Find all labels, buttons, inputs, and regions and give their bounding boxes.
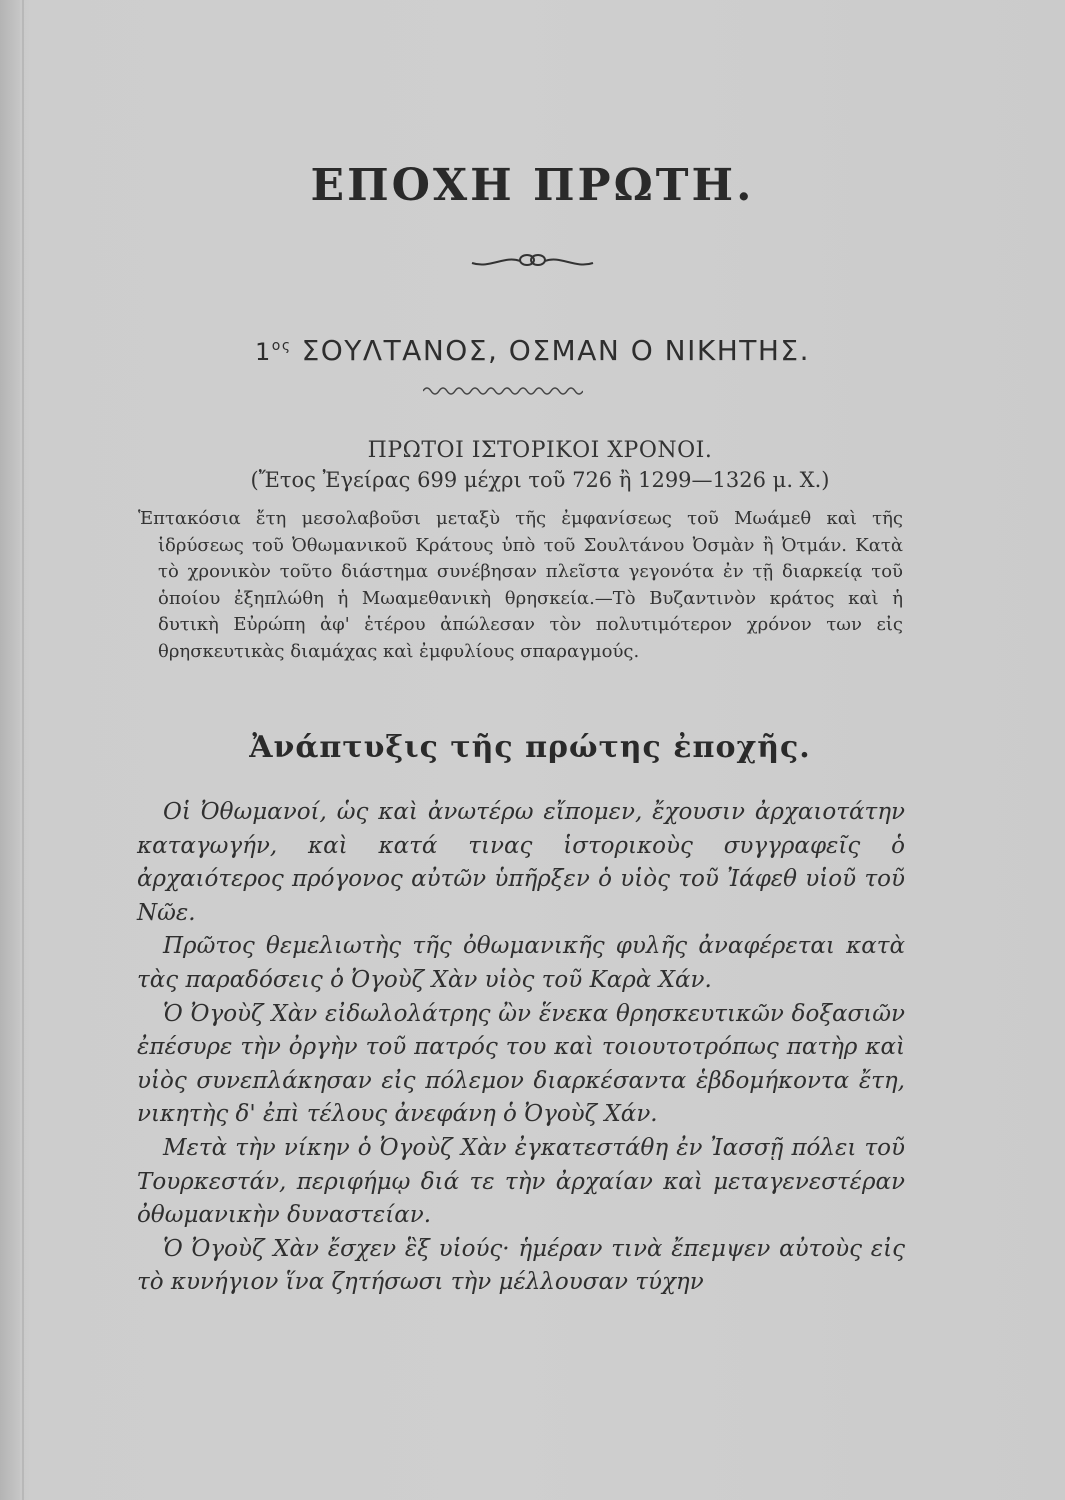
section-heading: Ἀνάπτυξις τῆς πρώτης ἐποχῆς. bbox=[249, 730, 811, 765]
ornament-divider bbox=[470, 245, 595, 275]
intro-summary bbox=[138, 506, 903, 665]
body-paragraph-3: Ὁ Ὀγοὺζ Χὰν εἰδωλολάτρης ὢν ἕνεκα θρησκευτικῶν δοξασιῶν ἐπέσυρε τὴν ὀργὴν τοῦ πατρός του καὶ τοιουτοτρόπως πατὴρ καὶ υἱὸς συνεπλάκησαν εἰς πόλεμον διαρκέσαντα ἑβδομήκοντα ἔτη, νικητὴς δ' ἐπὶ τέλους ἀνεφάνη ὁ Ὀγοὺζ Χάν. bbox=[137, 1000, 905, 1128]
body-text bbox=[137, 796, 905, 1300]
chapter-title bbox=[0, 334, 1065, 367]
body-paragraph-4: Μετὰ τὴν νίκην ὁ Ὀγοὺζ Χὰν ἐγκατεστάθη ἐν Ἰασσῇ πόλει τοῦ Τουρκεστάν, περιφήμῳ διά τε τὴν ἀρχαίαν καὶ μεταγενεστέραν ὀθωμανικὴν δυναστείαν. bbox=[137, 1134, 905, 1229]
chapter-number: 1 bbox=[255, 338, 272, 366]
body-paragraph-1: Οἱ Ὀθωμανοί, ὡς καὶ ἀνωτέρω εἴπομεν, ἔχουσιν ἀρχαιοτάτην καταγωγήν, καὶ κατά τινας ἱστορικοὺς συγγραφεῖς ὁ ἀρχαιότερος πρόγονος αὐτῶν ὑπῆρξεν ὁ υἱὸς τοῦ Ἰάφεθ υἱοῦ τοῦ Νῶε. bbox=[137, 799, 905, 926]
chapter-number-suffix: ος bbox=[271, 337, 292, 354]
body-paragraph-5: Ὁ Ὀγοὺζ Χὰν ἔσχεν ἓξ υἱούς· ἡμέραν τινὰ ἔπεμψεν αὐτοὺς εἰς τὸ κυνήγιον ἵνα ζητήσωσι τὴν μέλλουσαν τύχην bbox=[137, 1235, 905, 1296]
section-subtitle: ΠΡΩΤΟΙ ΙΣΤΟΡΙΚΟΙ ΧΡΟΝΟΙ. bbox=[367, 438, 713, 463]
intro-paragraph: Ἑπτακόσια ἔτη μεσολαβοῦσι μεταξὺ τῆς ἐμφανίσεως τοῦ Μωάμεθ καὶ τῆς ἱδρύσεως τοῦ Ὀθωμανικοῦ Κράτους ὑπὸ τοῦ Σουλτάνου Ὀσμὰν ἢ Ὀτμάν. Κατὰ τὸ χρονικὸν τοῦτο διάστημα συνέβησαν πλεῖστα γεγονότα ἐν τῇ διαρκείᾳ τοῦ ὁποίου ἐξηπλώθη ἡ Μωαμεθανικὴ θρησκεία.—Τὸ Βυζαντινὸν κράτος καὶ ἡ δυτικὴ Εὐρώπη ἀφ' ἑτέρου ἀπώλεσαν τὸν πολυτιμότερον χρόνον των εἰς θρησκευτικὰς διαμάχας καὶ ἐμφυλίους σπαραγμούς. bbox=[138, 508, 903, 662]
chapter-title-text: ΣΟΥΛΤΑΝΟΣ, ΟΣΜΑΝ Ο ΝΙΚΗΤΗΣ. bbox=[301, 334, 810, 367]
body-paragraph-2: Πρῶτος θεμελιωτὴς τῆς ὀθωμανικῆς φυλῆς ἀναφέρεται κατὰ τὰς παραδόσεις ὁ Ὀγοὺζ Χὰν υἱὸς τοῦ Καρὰ Χάν. bbox=[137, 933, 905, 993]
era-title: ΕΠΟΧΗ ΠΡΩΤΗ. bbox=[310, 160, 755, 211]
date-range: (Ἔτος Ἐγείρας 699 μέχρι τοῦ 726 ἢ 1299—1326 μ. Χ.) bbox=[250, 468, 830, 492]
wavy-rule bbox=[423, 383, 583, 397]
